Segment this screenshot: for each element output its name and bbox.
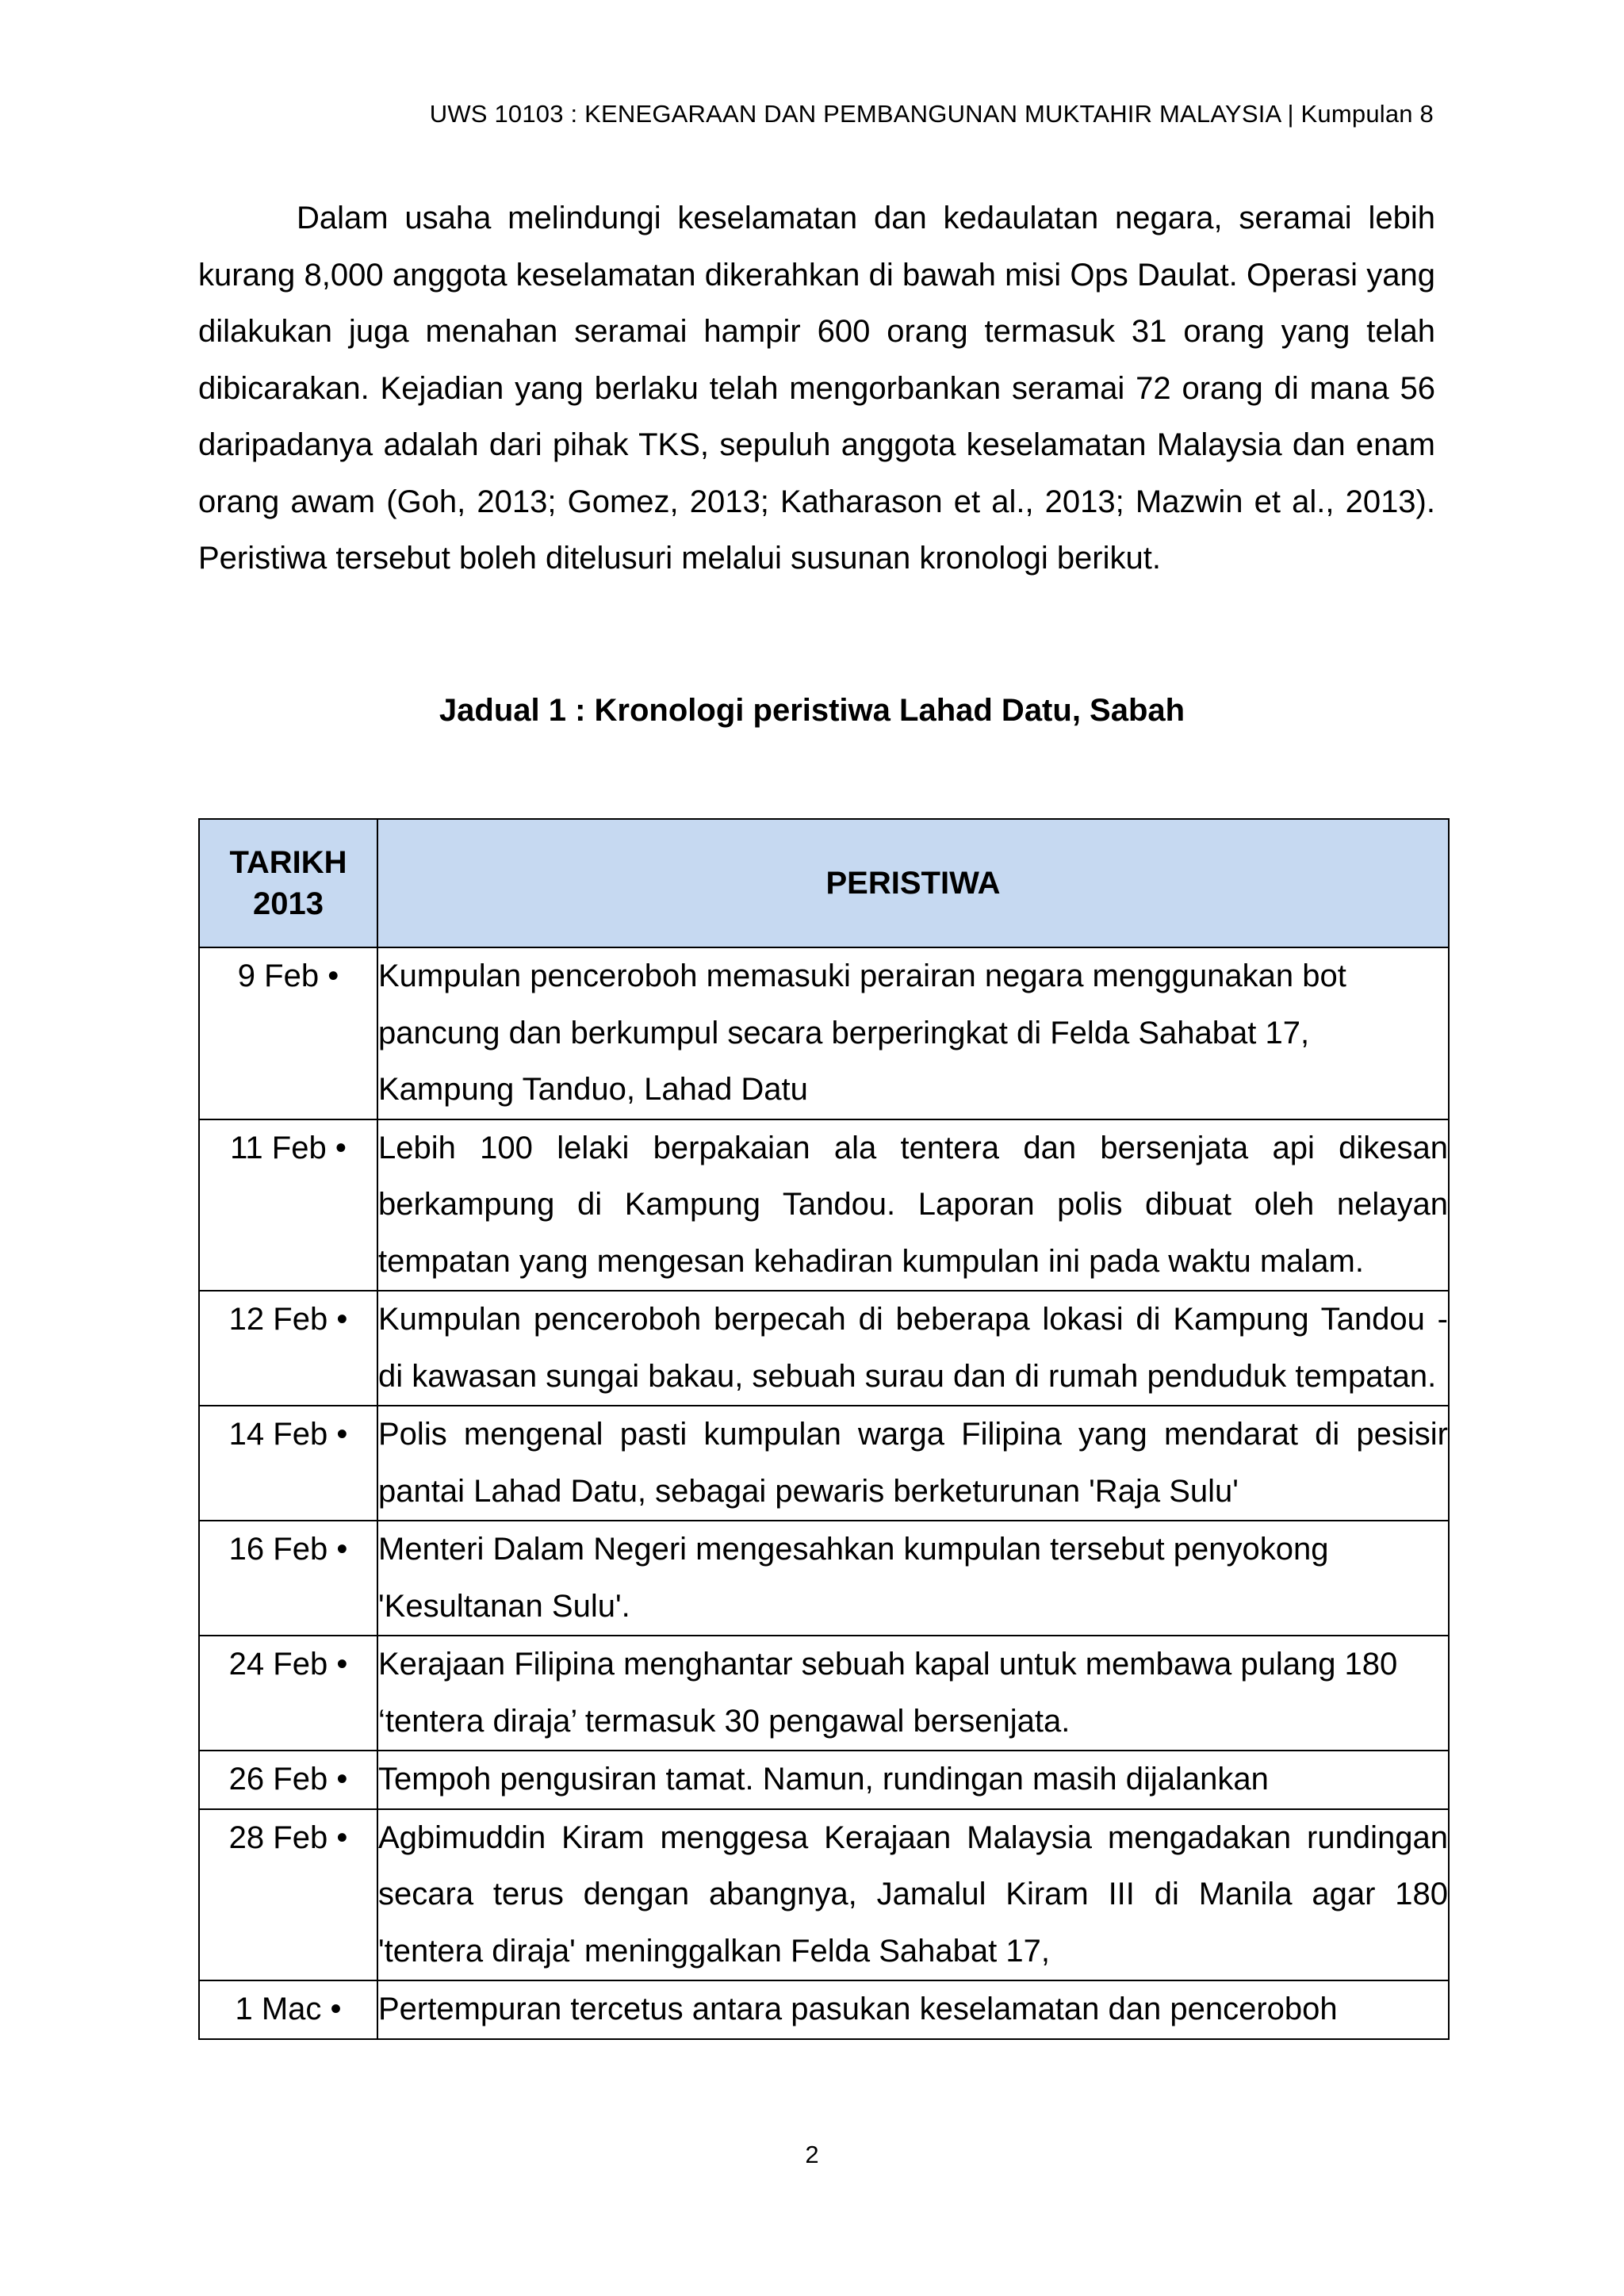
table-row [199,1751,1449,1809]
row-event: Tempoh pengusiran tamat. Namun, rundingan masih dijalankan [377,1751,1449,1809]
row-event: Pertempuran tercetus antara pasukan keselamatan dan penceroboh [377,1980,1449,2039]
row-event: Kumpulan penceroboh memasuki perairan negara menggunakan bot pancung dan berkumpul secara berperingkat di Felda Sahabat 17, Kampung Tanduo, Lahad Datu [377,947,1449,1119]
row-date: 14 Feb • [199,1406,377,1521]
row-date: 26 Feb • [199,1751,377,1809]
row-date: 12 Feb • [199,1291,377,1406]
row-date: 28 Feb • [199,1809,377,1981]
header-date-line2: 2013 [253,886,324,921]
intro-paragraph: Dalam usaha melindungi keselamatan dan kedaulatan negara, seramai lebih kurang 8,000 anggota keselamatan dikerahkan di bawah misi Ops Daulat. Operasi yang dilakukan juga menahan seramai hampir 600 orang termasuk 31 orang yang telah dibicarakan. Kejadian yang berlaku telah mengorbankan seramai 72 orang di mana 56 daripadanya adalah dari pihak TKS, sepuluh anggota keselamatan Malaysia dan enam orang awam (Goh, 2013; Gomez, 2013; Katharason et al., 2013; Mazwin et al., 2013). Peristiwa tersebut boleh ditelusuri melalui susunan kronologi berikut. [198,201,1435,576]
chronology-table [198,818,1450,2040]
table-row [199,1809,1449,1981]
table-row [199,1406,1449,1521]
table-row [199,1291,1449,1406]
header-event: PERISTIWA [377,819,1449,947]
row-event: Lebih 100 lelaki berpakaian ala tentera dan bersenjata api dikesan berkampung di Kampung Tandou. Laporan polis dibuat oleh nelayan tempatan yang mengesan kehadiran kumpulan ini pada waktu malam. [377,1119,1449,1292]
table-header-row [199,819,1449,947]
row-date: 1 Mac • [199,1980,377,2039]
table-row [199,1980,1449,2039]
row-event: Polis mengenal pasti kumpulan warga Filipina yang mendarat di pesisir pantai Lahad Datu, sebagai pewaris berketurunan 'Raja Sulu' [377,1406,1449,1521]
table-row [199,947,1449,1119]
running-header: UWS 10103 : KENEGARAAN DAN PEMBANGUNAN MUKTAHIR MALAYSIA | Kumpulan 8 [429,100,1434,128]
row-event: Menteri Dalam Negeri mengesahkan kumpulan tersebut penyokong 'Kesultanan Sulu'. [377,1521,1449,1636]
table-caption: Jadual 1 : Kronologi peristiwa Lahad Datu, Sabah [439,693,1185,728]
page-number: 2 [805,2141,819,2168]
row-date: 16 Feb • [199,1521,377,1636]
header-date-line1: TARIKH [229,845,347,880]
row-date: 24 Feb • [199,1636,377,1751]
table-row [199,1521,1449,1636]
header-date [199,819,377,947]
row-event: Kerajaan Filipina menghantar sebuah kapal untuk membawa pulang 180 ‘tentera diraja’ termasuk 30 pengawal bersenjata. [377,1636,1449,1751]
table-row [199,1636,1449,1751]
table-row [199,1119,1449,1292]
row-date: 11 Feb • [199,1119,377,1292]
row-date: 9 Feb • [199,947,377,1119]
row-event: Agbimuddin Kiram menggesa Kerajaan Malaysia mengadakan rundingan secara terus dengan abangnya, Jamalul Kiram III di Manila agar 180 'tentera diraja' meninggalkan Felda Sahabat 17, [377,1809,1449,1981]
row-event: Kumpulan penceroboh berpecah di beberapa lokasi di Kampung Tandou - di kawasan sungai bakau, sebuah surau dan di rumah penduduk tempatan. [377,1291,1449,1406]
